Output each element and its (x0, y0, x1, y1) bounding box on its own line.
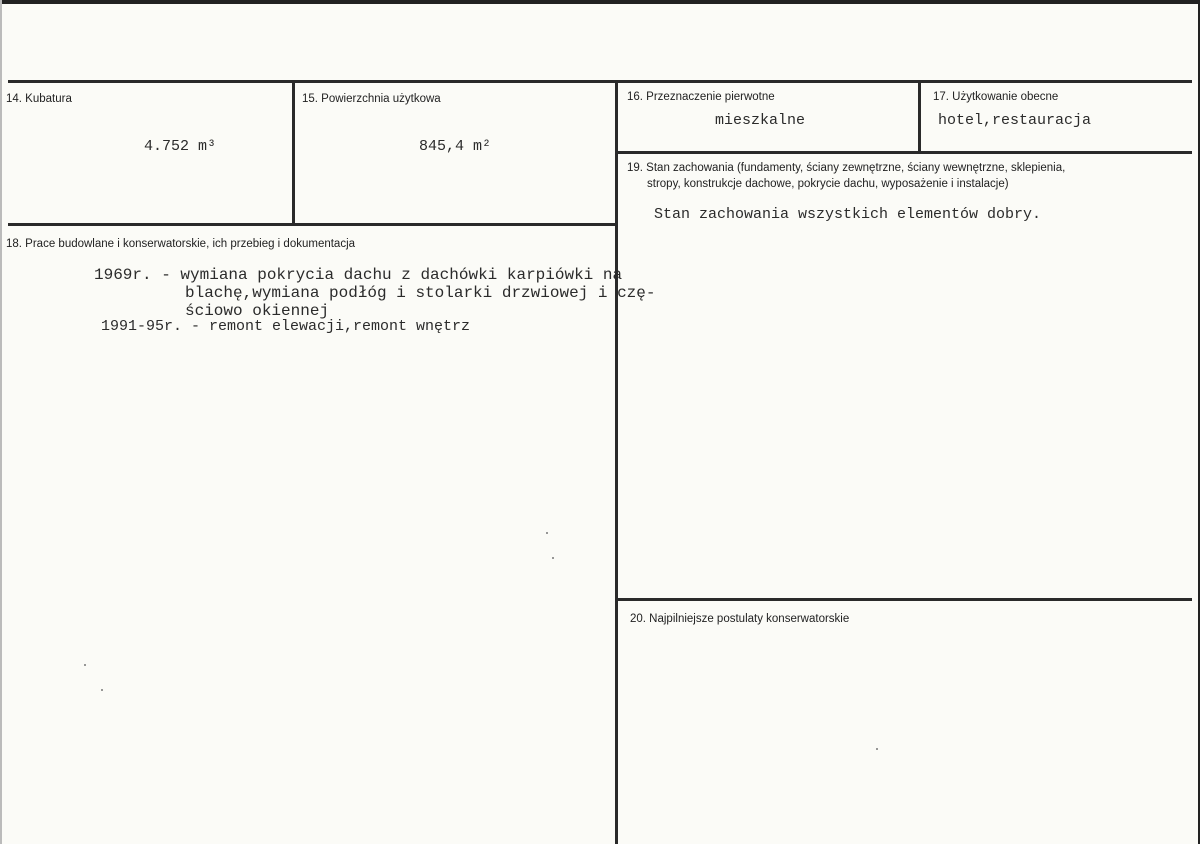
paper-speck (552, 557, 554, 559)
field-15-label: 15. Powierzchnia użytkowa (302, 93, 441, 105)
grid-line-right-upper (617, 151, 1192, 154)
field-18-entry-3: ściowo okiennej (185, 302, 330, 320)
paper-speck (84, 664, 86, 666)
grid-line-top (8, 80, 1192, 83)
field-19-label-line-2: stropy, konstrukcje dachowe, pokrycie dachu, wyposażenie i instalacje) (647, 178, 1009, 190)
field-18-entry-1: 1969r. - wymiana pokrycia dachu z dachówki karpiówki na (94, 266, 623, 284)
field-16-label: 16. Przeznaczenie pierwotne (627, 91, 775, 103)
paper-speck (876, 748, 878, 750)
field-18-entry-4: 1991-95r. - remont elewacji,remont wnętrz (101, 318, 471, 335)
field-17-value: hotel,restauracja (938, 112, 1092, 129)
grid-divider-main (615, 80, 618, 844)
paper-speck (101, 689, 103, 691)
field-17-label: 17. Użytkowanie obecne (933, 91, 1059, 103)
grid-line-right-lower (617, 598, 1192, 601)
grid-divider-14-15 (292, 80, 295, 225)
field-19-value: Stan zachowania wszystkich elementów dobry. (654, 206, 1042, 223)
grid-divider-16-17 (918, 80, 921, 153)
paper-speck (546, 532, 548, 534)
field-18-label: 18. Prace budowlane i konserwatorskie, ich przebieg i dokumentacja (6, 238, 356, 250)
field-19-label-line-1: 19. Stan zachowania (fundamenty, ściany zewnętrzne, ściany wewnętrzne, sklepienia, (627, 162, 1066, 174)
field-15-value: 845,4 m² (419, 138, 492, 155)
field-14-label: 14. Kubatura (6, 93, 72, 105)
card-top-edge (0, 0, 1200, 4)
field-14-value: 4.752 m³ (144, 138, 217, 155)
card-left-edge (0, 0, 2, 844)
field-16-value: mieszkalne (715, 112, 806, 129)
grid-line-left-middle (8, 223, 618, 226)
field-20-label: 20. Najpilniejsze postulaty konserwatorskie (630, 613, 850, 625)
field-18-entry-2: blachę,wymiana podłóg i stolarki drzwiowej i czę- (185, 284, 656, 302)
